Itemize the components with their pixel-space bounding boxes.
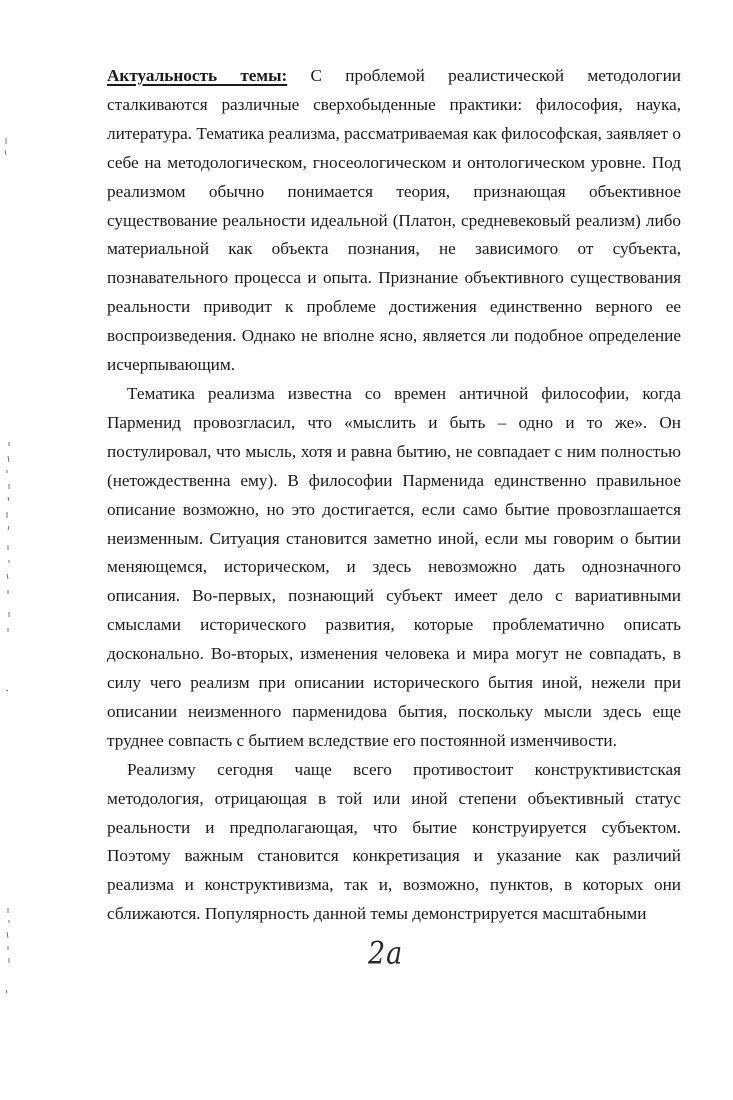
paragraph-constructivism: Реализму сегодня чаще всего противостоит конструктивистская методология, отрицающая в той или иной степени объективный статус реальности и предполагающая, что бытие конструируется субъектом. Поэтому важным становится конкретизация и указание как различий реализма и конструктивизма, так и, возможно, пунктов, в которых они сближаются. Популярность данной темы демонстрируется масштабными	[107, 759, 681, 924]
paragraph-relevance	[107, 62, 681, 380]
scan-margin-artifacts	[0, 0, 40, 1100]
handwritten-page-number: 2а	[368, 935, 404, 972]
section-heading-label: Актуальность темы:	[107, 66, 288, 85]
body-text	[107, 62, 681, 929]
paragraph-text: С проблемой реалистической методологии сталкиваются различные сверхобыденные практики: философия, наука, литература. Тематика реализма, рассматриваемая как философская, заявляет о себе на методологическом, гносеологическом и онтологическом уровне. Под реализмом обычно понимается теория, признающая объективное существование реальности идеальной (Платон, средневековый реализм) либо материальной как объекта познания, не зависимого от субъекта, познавательного процесса и опыта. Признание объективного существования реальности приводит к проблеме достижения единственно верного ее воспроизведения. Однако не вполне ясно, является ли подобное определение исчерпывающим.	[107, 66, 681, 375]
paragraph-parmenides: Тематика реализма известна со времен античной философии, когда Парменид провозгласил, что «мыслить и быть – одно и то же». Он постулировал, что мысль, хотя и равна бытию, не совпадает с ним полностью (нетождественна ему). В философии Парменида единственно правильное описание возможно, но это достигается, если само бытие провозглашается неизменным. Ситуация становится заметно иной, если мы говорим о бытии меняющемся, историческом, и здесь невозможно дать однозначного описания. Во-первых, познающий субъект имеет дело с вариативными смыслами исторического развития, которые проблематично описать досконально. Во-вторых, изменения человека и мира могут не совпадать, в силу чего реализм при описании исторического бытия иной, нежели при описании неизменного парменидова бытия, поскольку мысли здесь еще труднее совпасть с бытием вследствие его постоянной изменчивости.	[107, 383, 681, 750]
